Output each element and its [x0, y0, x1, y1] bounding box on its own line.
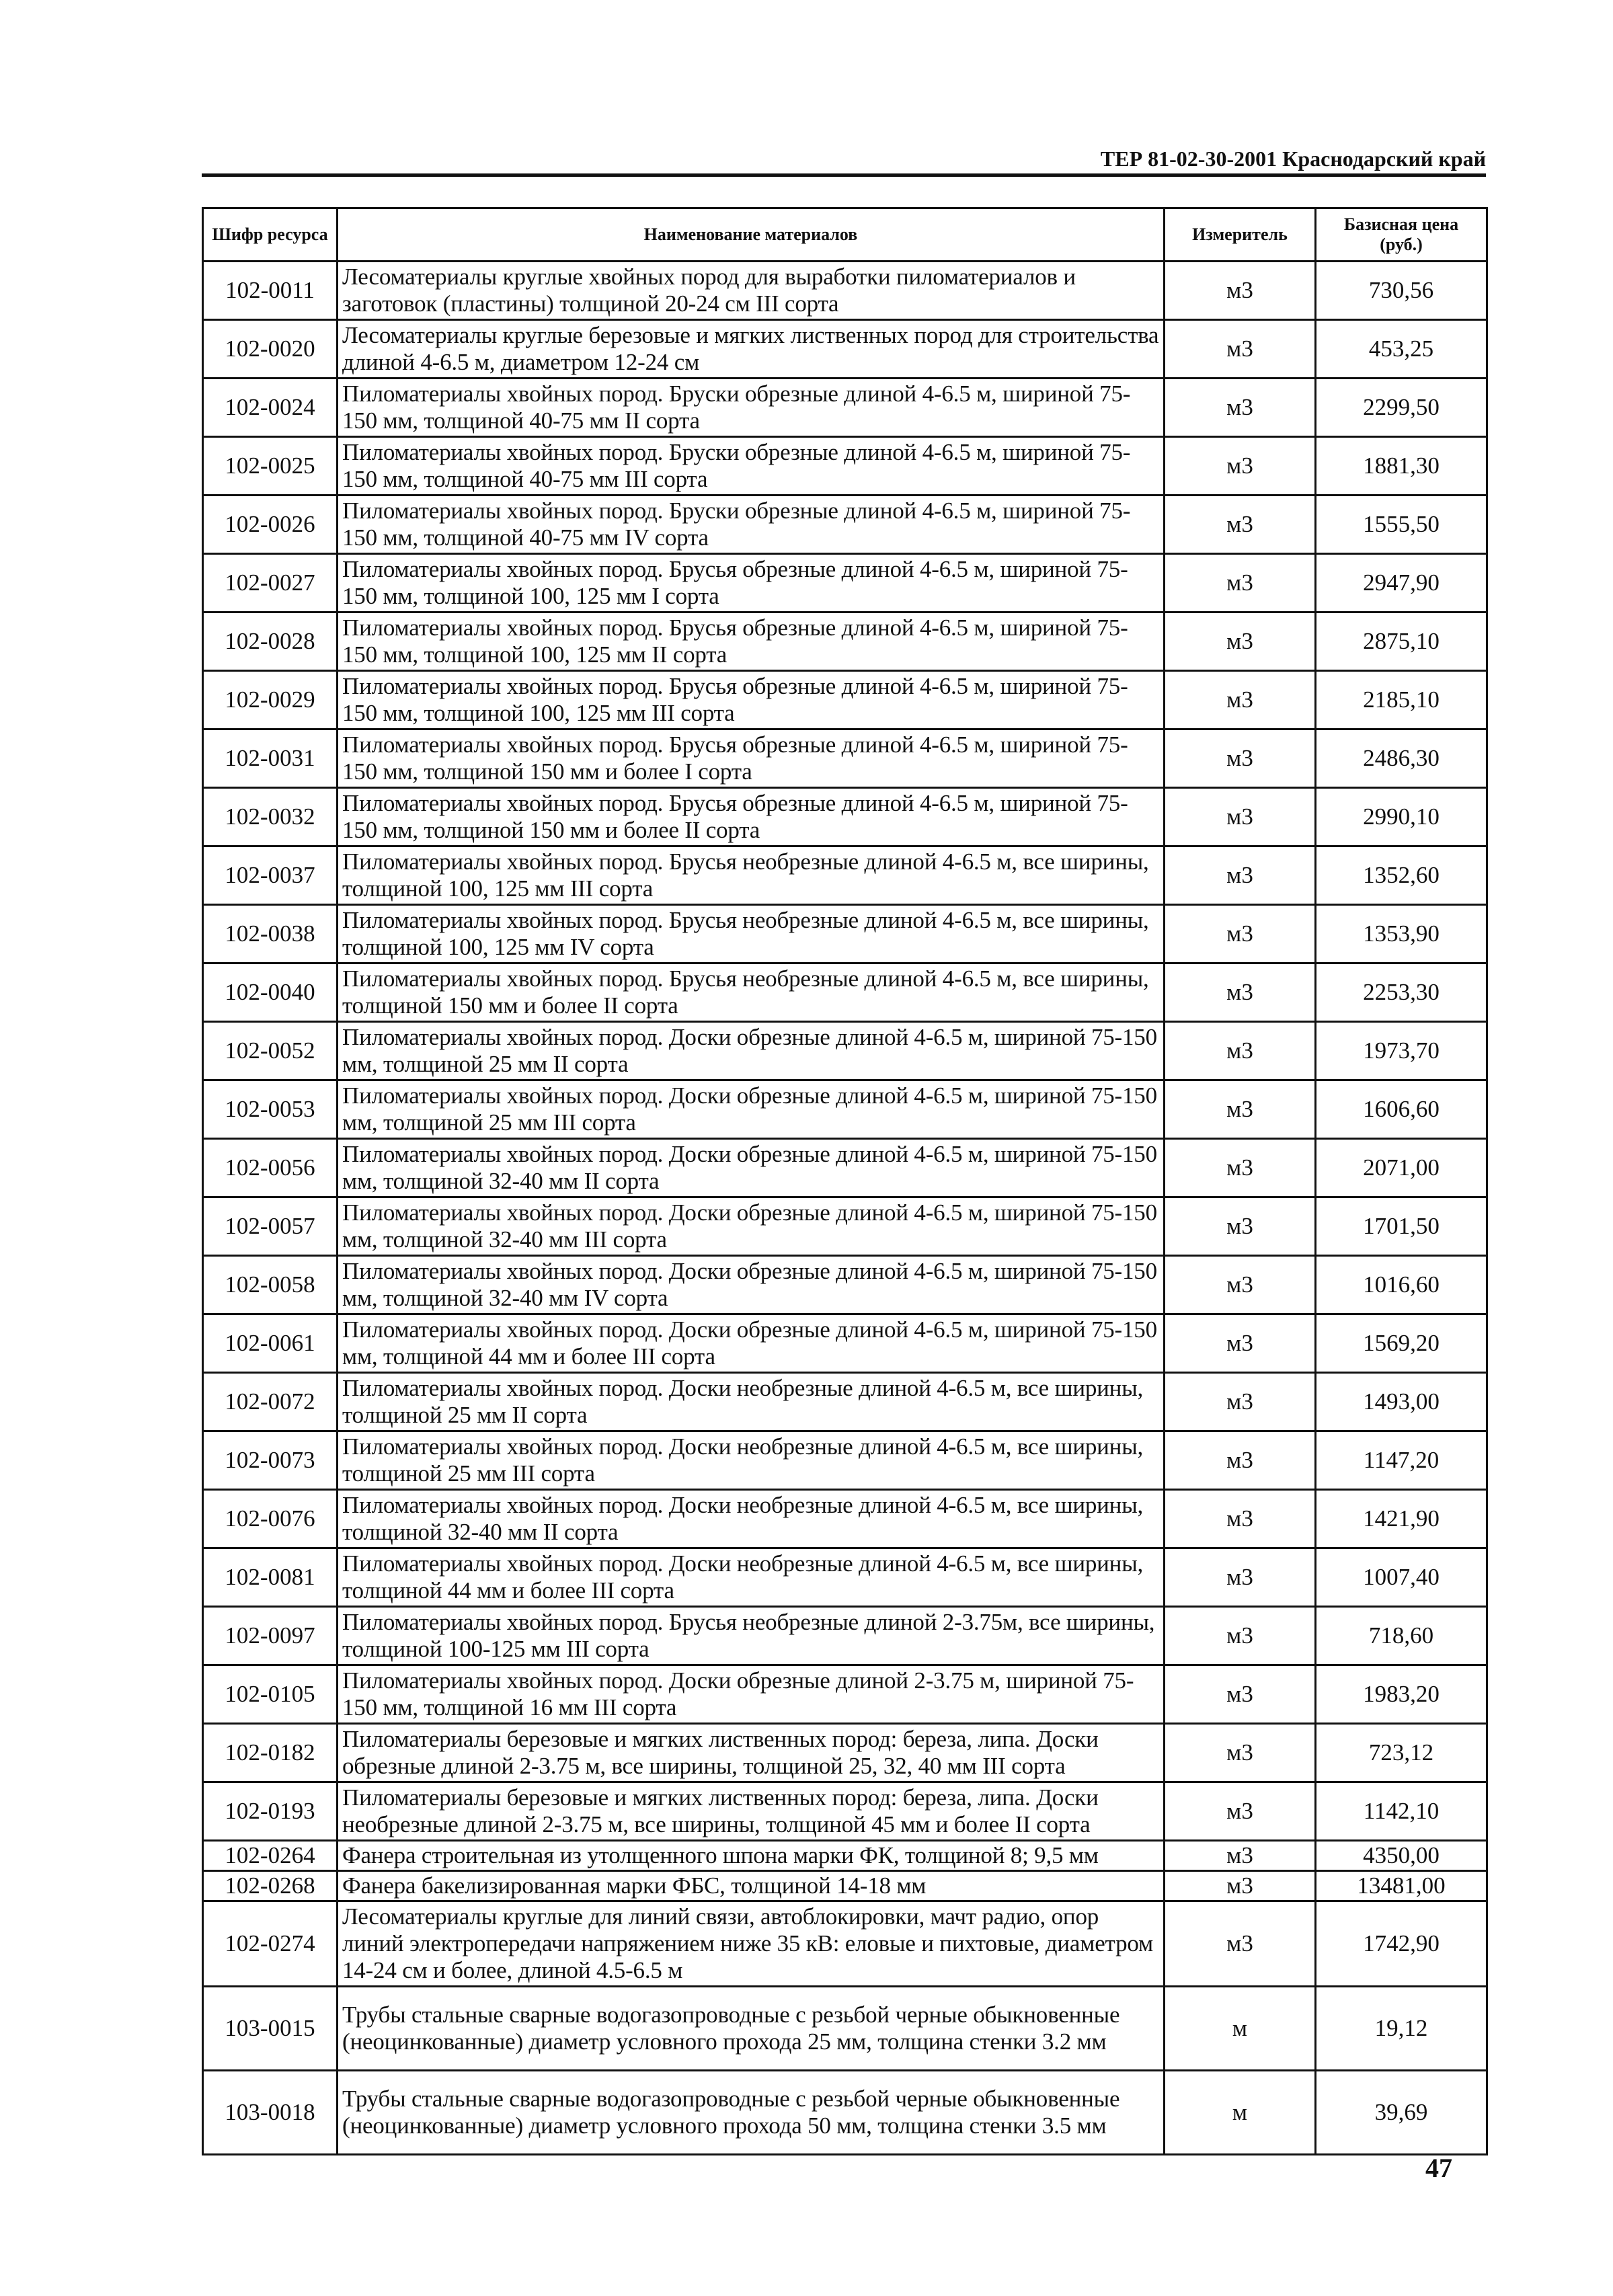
- code-cell: 102-0040: [203, 963, 338, 1022]
- unit-cell: м3: [1165, 1080, 1316, 1139]
- code-cell: 102-0073: [203, 1431, 338, 1490]
- name-cell: Фанера строительная из утолщенного шпона марки ФК, толщиной 8; 9,5 мм: [338, 1841, 1165, 1871]
- name-cell: Пиломатериалы хвойных пород. Брусья обрезные длиной 4-6.5 м, шириной 75-150 мм, толщиной 150 мм и более I сорта: [338, 729, 1165, 788]
- page-number: 47: [1425, 2153, 1452, 2183]
- table-row: [203, 2071, 1487, 2155]
- table-row: [203, 1901, 1487, 1987]
- price-cell: 2486,30: [1316, 729, 1487, 788]
- code-cell: 102-0182: [203, 1724, 338, 1782]
- table-row: [203, 1782, 1487, 1841]
- unit-cell: м3: [1165, 788, 1316, 846]
- unit-cell: м3: [1165, 1256, 1316, 1314]
- unit-cell: м3: [1165, 1871, 1316, 1901]
- price-cell: 1742,90: [1316, 1901, 1487, 1987]
- code-cell: 102-0268: [203, 1871, 338, 1901]
- unit-cell: м3: [1165, 1139, 1316, 1197]
- table-row: [203, 1987, 1487, 2071]
- unit-cell: м3: [1165, 1431, 1316, 1490]
- unit-cell: м3: [1165, 1724, 1316, 1782]
- name-cell: Пиломатериалы хвойных пород. Доски обрезные длиной 4-6.5 м, шириной 75-150 мм, толщиной 32-40 мм III сорта: [338, 1197, 1165, 1256]
- price-cell: 718,60: [1316, 1607, 1487, 1665]
- table-row: [203, 1139, 1487, 1197]
- code-cell: 102-0057: [203, 1197, 338, 1256]
- unit-cell: м3: [1165, 1607, 1316, 1665]
- table-row: [203, 320, 1487, 379]
- table-row: [203, 262, 1487, 320]
- name-cell: Пиломатериалы хвойных пород. Брусья обрезные длиной 4-6.5 м, шириной 75-150 мм, толщиной 150 мм и более II сорта: [338, 788, 1165, 846]
- price-cell: 19,12: [1316, 1987, 1487, 2071]
- code-cell: 102-0193: [203, 1782, 338, 1841]
- name-cell: Пиломатериалы хвойных пород. Брусья необрезные длиной 4-6.5 м, все ширины, толщиной 100, 125 мм IV сорта: [338, 905, 1165, 963]
- unit-cell: м: [1165, 2071, 1316, 2155]
- unit-cell: м: [1165, 1987, 1316, 2071]
- table-row: [203, 1197, 1487, 1256]
- name-cell: Пиломатериалы хвойных пород. Бруски обрезные длиной 4-6.5 м, шириной 75-150 мм, толщиной 40-75 мм II сорта: [338, 379, 1165, 437]
- header-price: Базисная цена (руб.): [1316, 208, 1487, 262]
- price-cell: 4350,00: [1316, 1841, 1487, 1871]
- price-cell: 2875,10: [1316, 612, 1487, 671]
- name-cell: Лесоматериалы круглые березовые и мягких лиственных пород для строительства длиной 4-6.5 м, диаметром 12-24 см: [338, 320, 1165, 379]
- table-row: [203, 1841, 1487, 1871]
- name-cell: Пиломатериалы хвойных пород. Доски обрезные длиной 4-6.5 м, шириной 75-150 мм, толщиной 32-40 мм II сорта: [338, 1139, 1165, 1197]
- price-cell: 453,25: [1316, 320, 1487, 379]
- table-row: [203, 1665, 1487, 1724]
- code-cell: 102-0025: [203, 437, 338, 496]
- code-cell: 102-0081: [203, 1548, 338, 1607]
- code-cell: 102-0029: [203, 671, 338, 729]
- price-cell: 39,69: [1316, 2071, 1487, 2155]
- table-row: [203, 671, 1487, 729]
- name-cell: Пиломатериалы хвойных пород. Доски необрезные длиной 4-6.5 м, все ширины, толщиной 25 мм III сорта: [338, 1431, 1165, 1490]
- code-cell: 102-0072: [203, 1373, 338, 1431]
- price-cell: 2185,10: [1316, 671, 1487, 729]
- code-cell: 102-0274: [203, 1901, 338, 1987]
- unit-cell: м3: [1165, 963, 1316, 1022]
- price-cell: 1493,00: [1316, 1373, 1487, 1431]
- unit-cell: м3: [1165, 262, 1316, 320]
- header-code: Шифр ресурса: [203, 208, 338, 262]
- price-cell: 730,56: [1316, 262, 1487, 320]
- name-cell: Пиломатериалы хвойных пород. Доски обрезные длиной 4-6.5 м, шириной 75-150 мм, толщиной 32-40 мм IV сорта: [338, 1256, 1165, 1314]
- price-cell: 1569,20: [1316, 1314, 1487, 1373]
- price-cell: 1147,20: [1316, 1431, 1487, 1490]
- table-row: [203, 788, 1487, 846]
- table-row: [203, 1871, 1487, 1901]
- name-cell: Пиломатериалы хвойных пород. Брусья обрезные длиной 4-6.5 м, шириной 75-150 мм, толщиной 100, 125 мм III сорта: [338, 671, 1165, 729]
- unit-cell: м3: [1165, 1197, 1316, 1256]
- table-row: [203, 1431, 1487, 1490]
- unit-cell: м3: [1165, 1841, 1316, 1871]
- code-cell: 102-0264: [203, 1841, 338, 1871]
- code-cell: 102-0038: [203, 905, 338, 963]
- price-cell: 1352,60: [1316, 846, 1487, 905]
- page-header-title: ТЕР 81-02-30-2001 Краснодарский край: [1100, 147, 1486, 171]
- code-cell: 102-0058: [203, 1256, 338, 1314]
- table-row: [203, 905, 1487, 963]
- price-cell: 723,12: [1316, 1724, 1487, 1782]
- code-cell: 102-0053: [203, 1080, 338, 1139]
- table-row: [203, 1080, 1487, 1139]
- unit-cell: м3: [1165, 729, 1316, 788]
- price-cell: 1606,60: [1316, 1080, 1487, 1139]
- price-cell: 1007,40: [1316, 1548, 1487, 1607]
- unit-cell: м3: [1165, 1490, 1316, 1548]
- code-cell: 102-0024: [203, 379, 338, 437]
- table-row: [203, 1607, 1487, 1665]
- table-row: [203, 1022, 1487, 1080]
- unit-cell: м3: [1165, 496, 1316, 554]
- table-row: [203, 496, 1487, 554]
- name-cell: Пиломатериалы хвойных пород. Доски необрезные длиной 4-6.5 м, все ширины, толщиной 32-40 мм II сорта: [338, 1490, 1165, 1548]
- unit-cell: м3: [1165, 612, 1316, 671]
- code-cell: 102-0052: [203, 1022, 338, 1080]
- table-row: [203, 729, 1487, 788]
- code-cell: 102-0061: [203, 1314, 338, 1373]
- code-cell: 102-0105: [203, 1665, 338, 1724]
- table-row: [203, 1373, 1487, 1431]
- name-cell: Пиломатериалы хвойных пород. Бруски обрезные длиной 4-6.5 м, шириной 75-150 мм, толщиной 40-75 мм III сорта: [338, 437, 1165, 496]
- name-cell: Пиломатериалы березовые и мягких лиственных пород: береза, липа. Доски необрезные длиной 2-3.75 м, все ширины, толщиной 45 мм и более II сорта: [338, 1782, 1165, 1841]
- price-cell: 1142,10: [1316, 1782, 1487, 1841]
- unit-cell: м3: [1165, 905, 1316, 963]
- code-cell: 102-0097: [203, 1607, 338, 1665]
- name-cell: Пиломатериалы хвойных пород. Брусья необрезные длиной 2-3.75м, все ширины, толщиной 100-125 мм III сорта: [338, 1607, 1165, 1665]
- price-cell: 1701,50: [1316, 1197, 1487, 1256]
- name-cell: Пиломатериалы березовые и мягких лиственных пород: береза, липа. Доски обрезные длиной 2-3.75 м, все ширины, толщиной 25, 32, 40 мм III сорта: [338, 1724, 1165, 1782]
- name-cell: Пиломатериалы хвойных пород. Доски необрезные длиной 4-6.5 м, все ширины, толщиной 25 мм II сорта: [338, 1373, 1165, 1431]
- unit-cell: м3: [1165, 1782, 1316, 1841]
- price-cell: 2299,50: [1316, 379, 1487, 437]
- table-row: [203, 1548, 1487, 1607]
- name-cell: Фанера бакелизированная марки ФБС, толщиной 14-18 мм: [338, 1871, 1165, 1901]
- table-row: [203, 554, 1487, 612]
- code-cell: 102-0056: [203, 1139, 338, 1197]
- code-cell: 102-0031: [203, 729, 338, 788]
- code-cell: 103-0015: [203, 1987, 338, 2071]
- price-cell: 1421,90: [1316, 1490, 1487, 1548]
- header-unit: Измеритель: [1165, 208, 1316, 262]
- unit-cell: м3: [1165, 437, 1316, 496]
- price-cell: 1881,30: [1316, 437, 1487, 496]
- table-row: [203, 437, 1487, 496]
- unit-cell: м3: [1165, 1373, 1316, 1431]
- name-cell: Трубы стальные сварные водогазопроводные с резьбой черные обыкновенные (неоцинкованные) диаметр условного прохода 50 мм, толщина стенки 3.5 мм: [338, 2071, 1165, 2155]
- name-cell: Пиломатериалы хвойных пород. Доски необрезные длиной 4-6.5 м, все ширины, толщиной 44 мм и более III сорта: [338, 1548, 1165, 1607]
- table-header-row: [203, 208, 1487, 262]
- table-row: [203, 612, 1487, 671]
- table-row: [203, 1724, 1487, 1782]
- table-row: [203, 1314, 1487, 1373]
- unit-cell: м3: [1165, 1901, 1316, 1987]
- name-cell: Пиломатериалы хвойных пород. Доски обрезные длиной 4-6.5 м, шириной 75-150 мм, толщиной 44 мм и более III сорта: [338, 1314, 1165, 1373]
- price-cell: 13481,00: [1316, 1871, 1487, 1901]
- price-cell: 1353,90: [1316, 905, 1487, 963]
- name-cell: Лесоматериалы круглые для линий связи, автоблокировки, мачт радио, опор линий электропередачи напряжением ниже 35 кВ: еловые и пихтовые, диаметром 14-24 см и более, длиной 4.5-6.5 м: [338, 1901, 1165, 1987]
- name-cell: Пиломатериалы хвойных пород. Бруски обрезные длиной 4-6.5 м, шириной 75-150 мм, толщиной 40-75 мм IV сорта: [338, 496, 1165, 554]
- table-row: [203, 963, 1487, 1022]
- price-cell: 2071,00: [1316, 1139, 1487, 1197]
- name-cell: Пиломатериалы хвойных пород. Брусья обрезные длиной 4-6.5 м, шириной 75-150 мм, толщиной 100, 125 мм II сорта: [338, 612, 1165, 671]
- name-cell: Пиломатериалы хвойных пород. Доски обрезные длиной 4-6.5 м, шириной 75-150 мм, толщиной 25 мм III сорта: [338, 1080, 1165, 1139]
- name-cell: Пиломатериалы хвойных пород. Брусья необрезные длиной 4-6.5 м, все ширины, толщиной 100, 125 мм III сорта: [338, 846, 1165, 905]
- unit-cell: м3: [1165, 846, 1316, 905]
- code-cell: 102-0076: [203, 1490, 338, 1548]
- materials-table: [202, 207, 1488, 2155]
- unit-cell: м3: [1165, 1022, 1316, 1080]
- code-cell: 102-0026: [203, 496, 338, 554]
- code-cell: 102-0037: [203, 846, 338, 905]
- code-cell: 103-0018: [203, 2071, 338, 2155]
- header-rule: [202, 173, 1486, 177]
- price-cell: 1555,50: [1316, 496, 1487, 554]
- header-name: Наименование материалов: [338, 208, 1165, 262]
- price-cell: 2990,10: [1316, 788, 1487, 846]
- price-cell: 2253,30: [1316, 963, 1487, 1022]
- price-cell: 1983,20: [1316, 1665, 1487, 1724]
- price-cell: 2947,90: [1316, 554, 1487, 612]
- unit-cell: м3: [1165, 554, 1316, 612]
- code-cell: 102-0032: [203, 788, 338, 846]
- name-cell: Пиломатериалы хвойных пород. Доски обрезные длиной 2-3.75 м, шириной 75-150 мм, толщиной 16 мм III сорта: [338, 1665, 1165, 1724]
- price-cell: 1973,70: [1316, 1022, 1487, 1080]
- code-cell: 102-0020: [203, 320, 338, 379]
- name-cell: Трубы стальные сварные водогазопроводные с резьбой черные обыкновенные (неоцинкованные) диаметр условного прохода 25 мм, толщина стенки 3.2 мм: [338, 1987, 1165, 2071]
- table-row: [203, 379, 1487, 437]
- name-cell: Пиломатериалы хвойных пород. Брусья обрезные длиной 4-6.5 м, шириной 75-150 мм, толщиной 100, 125 мм I сорта: [338, 554, 1165, 612]
- unit-cell: м3: [1165, 379, 1316, 437]
- table-row: [203, 846, 1487, 905]
- unit-cell: м3: [1165, 320, 1316, 379]
- price-cell: 1016,60: [1316, 1256, 1487, 1314]
- code-cell: 102-0011: [203, 262, 338, 320]
- code-cell: 102-0028: [203, 612, 338, 671]
- name-cell: Лесоматериалы круглые хвойных пород для выработки пиломатериалов и заготовок (пластины) толщиной 20-24 см III сорта: [338, 262, 1165, 320]
- name-cell: Пиломатериалы хвойных пород. Брусья необрезные длиной 4-6.5 м, все ширины, толщиной 150 мм и более II сорта: [338, 963, 1165, 1022]
- unit-cell: м3: [1165, 671, 1316, 729]
- code-cell: 102-0027: [203, 554, 338, 612]
- unit-cell: м3: [1165, 1314, 1316, 1373]
- unit-cell: м3: [1165, 1548, 1316, 1607]
- table-row: [203, 1490, 1487, 1548]
- name-cell: Пиломатериалы хвойных пород. Доски обрезные длиной 4-6.5 м, шириной 75-150 мм, толщиной 25 мм II сорта: [338, 1022, 1165, 1080]
- table-row: [203, 1256, 1487, 1314]
- unit-cell: м3: [1165, 1665, 1316, 1724]
